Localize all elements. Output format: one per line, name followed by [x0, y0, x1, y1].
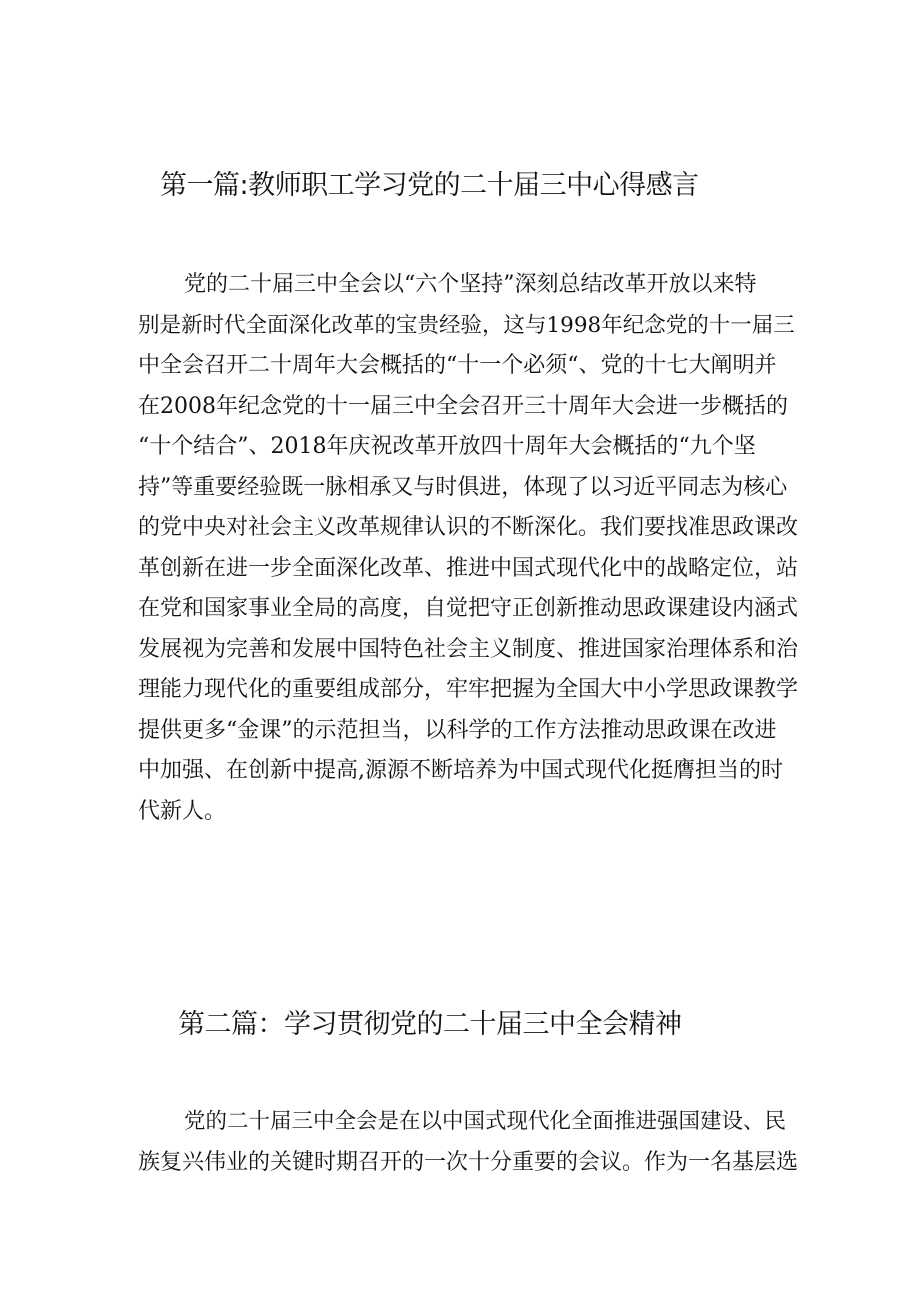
section-2-paragraph [138, 1102, 798, 1183]
paragraph-line: 持”等重要经验既一脉相承又与时俱进，体现了以习近平同志为核心 [138, 474, 788, 500]
paragraph-line: 党的二十届三中全会以“六个坚持”深刻总结改革开放以来特 [184, 272, 757, 297]
paragraph-line: 党的二十届三中全会是在以中国式现代化全面推进强国建设、民 [184, 1109, 787, 1134]
section-1-paragraph [138, 265, 798, 832]
paragraph-line: 族复兴伟业的关键时期召开的一次十分重要的会议。作为一名基层选 [138, 1149, 799, 1175]
paragraph-line: 的党中央对社会主义改革规律认识的不断深化。我们要找准思政课改 [138, 515, 799, 540]
paragraph-line: 中全会召开二十周年大会概括的“十一个必须“、党的十七大阐明并 [138, 353, 777, 378]
paragraph-line: 中加强、在创新中提高,源源不断培养为中国式现代化挺膺担当的时 [138, 758, 783, 783]
paragraph-line: 革创新在进一步全面深化改革、推进中国式现代化中的战略定位，站 [138, 555, 799, 581]
paragraph-line: 在党和国家事业全局的高度，自觉把守正创新推动思政课建设内涵式 [138, 596, 799, 621]
paragraph-line: 发展视为完善和发展中国特色社会主义制度、推进国家治理体系和治 [138, 636, 799, 662]
paragraph-line: 提供更多“金课”的示范担当，以科学的工作方法推动思政课在改进 [138, 717, 777, 743]
paragraph-line: 在2008年纪念党的十一届三中全会召开三十周年大会进一步概括的 [138, 393, 788, 419]
paragraph-line: 别是新时代全面深化改革的宝贵经验，这与1998年纪念党的十一届三 [138, 312, 795, 338]
paragraph-line: 代新人。 [138, 798, 227, 824]
section-1-title: 第一篇:教师职工学习党的二十届三中心得感言 [160, 170, 699, 201]
section-2-title: 第二篇：学习贯彻党的二十届三中全会精神 [178, 1009, 682, 1040]
paragraph-line: “十个结合”、2018年庆祝改革开放四十周年大会概括的“九个坚 [138, 434, 756, 459]
paragraph-line: 理能力现代化的重要组成部分，牢牢把握为全国大中小学思政课教学 [138, 677, 799, 702]
